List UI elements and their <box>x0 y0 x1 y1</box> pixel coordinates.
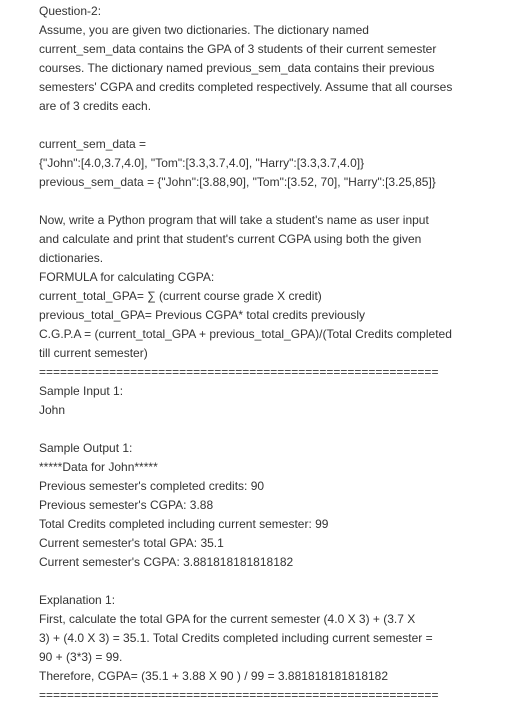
intro-line: are of 3 credits each. <box>39 99 152 113</box>
formula-line: C.G.P.A = (current_total_GPA + previous_total_GPA)/(Total Credits completed <box>39 327 452 341</box>
output-line: Current semester's total GPA: 35.1 <box>39 536 224 550</box>
explanation-line: First, calculate the total GPA for the current semester (4.0 X 3) + (3.7 X <box>39 612 416 626</box>
blank-line <box>39 420 498 439</box>
separator-line: ========================================================= <box>39 688 439 702</box>
explanation-section <box>39 591 498 686</box>
output-line: Previous semester's completed credits: 90 <box>39 479 265 493</box>
task-line: Now, write a Python program that will take a student's name as user input <box>39 213 429 227</box>
separator-line: ========================================================= <box>39 365 439 379</box>
intro-line: current_sem_data contains the GPA of 3 students of their current semester <box>39 42 437 56</box>
code-line: previous_sem_data = {"John":[3.88,90], "Tom":[3.52, 70], "Harry":[3.25,85]} <box>39 175 436 189</box>
intro-line: Assume, you are given two dictionaries. The dictionary named <box>39 23 369 37</box>
explanation-line: 90 + (3*3) = 99. <box>39 650 123 664</box>
sample-output-heading: Sample Output 1: <box>39 441 133 455</box>
sample-input-section <box>39 382 498 420</box>
sample-output-section <box>39 439 498 572</box>
sample-input-value: John <box>39 403 66 417</box>
explanation-line: 3) + (4.0 X 3) = 35.1. Total Credits completed including current semester = <box>39 631 433 645</box>
formula-line: previous_total_GPA= Previous CGPA* total credits previously <box>39 308 366 322</box>
intro-line: courses. The dictionary named previous_sem_data contains their previous <box>39 61 435 75</box>
output-line: Previous semester's CGPA: 3.88 <box>39 498 214 512</box>
formula-line: current_total_GPA= ∑ (current course grade X credit) <box>39 289 322 303</box>
output-line: Total Credits completed including current semester: 99 <box>39 517 329 531</box>
code-line: {"John":[4.0,3.7,4.0], "Tom":[3.3,3.7,4.0], "Harry":[3.3,3.7,4.0]} <box>39 156 365 170</box>
task-description <box>39 211 498 363</box>
blank-line <box>39 116 498 135</box>
explanation-line: Therefore, CGPA= (35.1 + 3.88 X 90 ) / 99 = 3.881818181818182 <box>39 669 389 683</box>
task-line: and calculate and print that student's current CGPA using both the given <box>39 232 422 246</box>
formula-line: till current semester) <box>39 346 148 360</box>
intro-paragraph <box>39 21 498 116</box>
output-line: Current semester's CGPA: 3.881818181818182 <box>39 555 294 569</box>
question-title: Question-2: <box>39 4 102 18</box>
task-line: dictionaries. <box>39 251 104 265</box>
code-line: current_sem_data = <box>39 137 147 151</box>
blank-line <box>39 572 498 591</box>
blank-line <box>39 192 498 211</box>
sample-input-heading: Sample Input 1: <box>39 384 124 398</box>
intro-line: semesters' CGPA and credits completed respectively. Assume that all courses <box>39 80 453 94</box>
explanation-heading: Explanation 1: <box>39 593 116 607</box>
dictionary-definitions <box>39 135 498 192</box>
formula-heading: FORMULA for calculating CGPA: <box>39 270 215 284</box>
output-line: *****Data for John***** <box>39 460 158 474</box>
